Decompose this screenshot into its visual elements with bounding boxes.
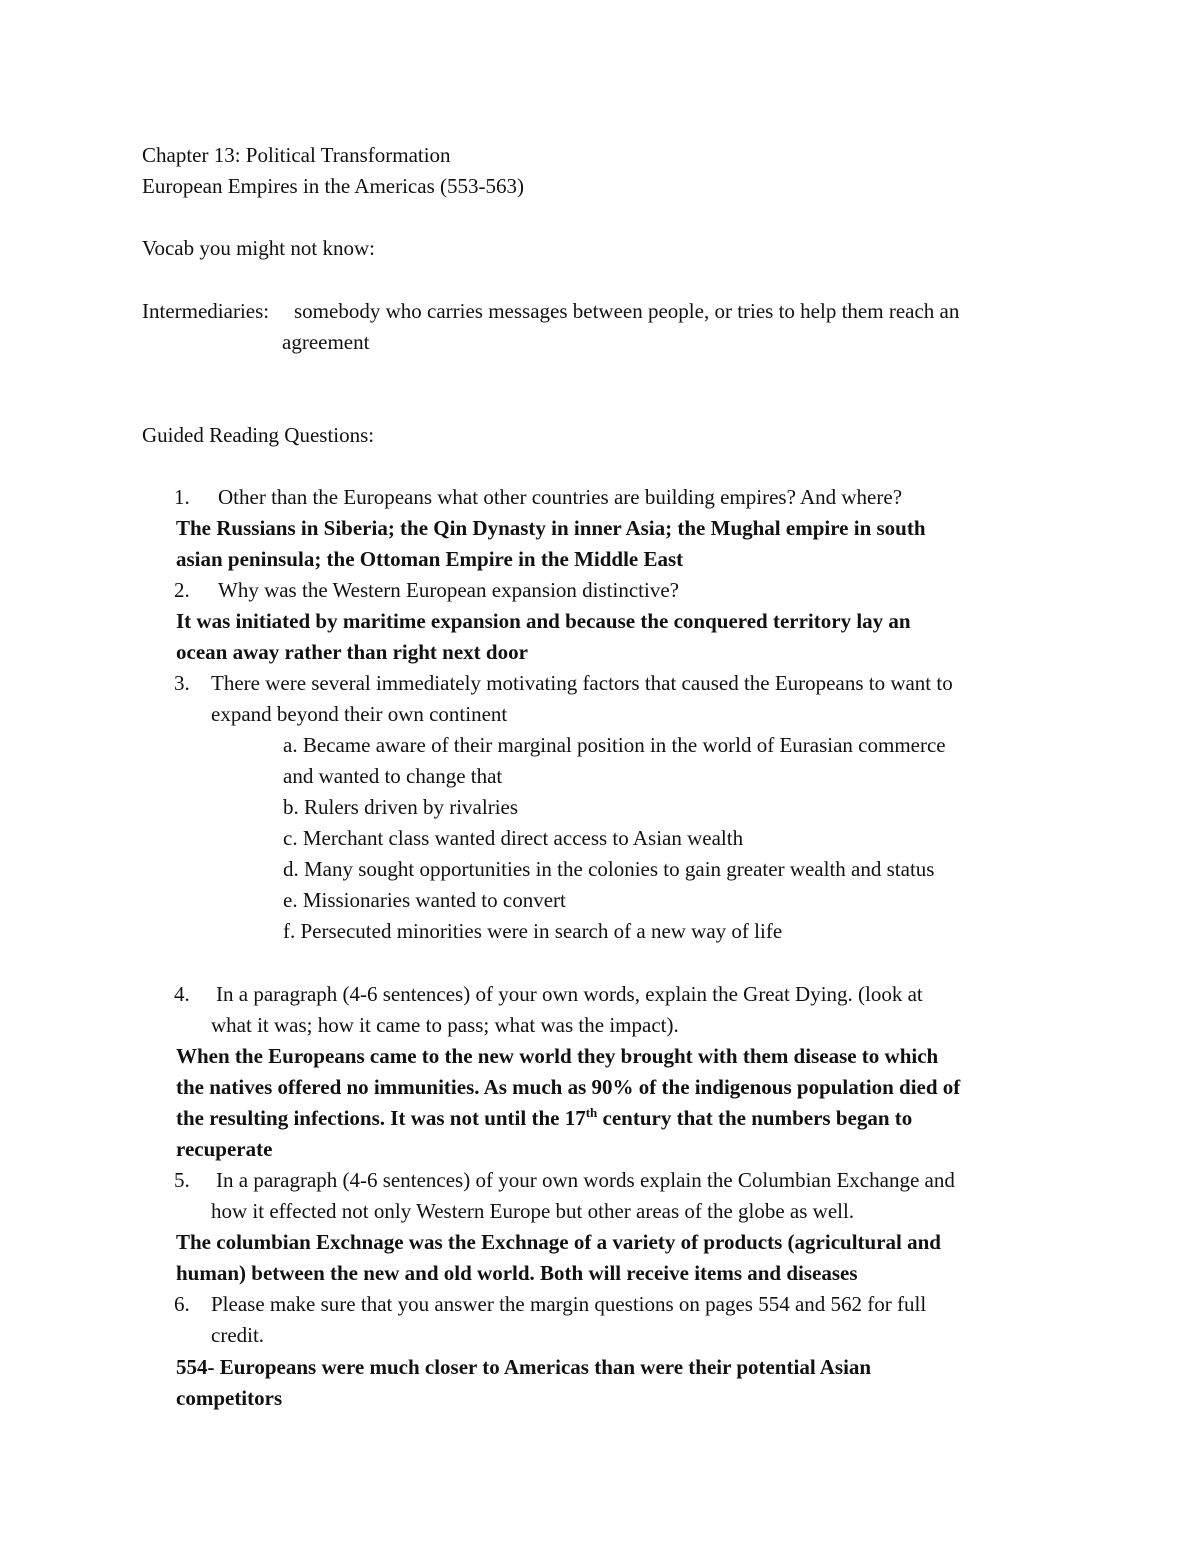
answer-text — [176, 1103, 912, 1134]
guided-heading: Guided Reading Questions: — [142, 423, 375, 447]
question-text: Other than the Europeans what other countries are building empires? And where? — [218, 485, 903, 509]
vocab-definition-line2: agreement — [282, 330, 370, 354]
question-text: Please make sure that you answer the margin questions on pages 554 and 562 for full — [211, 1292, 927, 1316]
answer-text: 554- Europeans were much closer to Americas than were their potential Asian — [176, 1355, 872, 1379]
sub-item: and wanted to change that — [283, 764, 503, 788]
chapter-title: Chapter 13: Political Transformation — [142, 143, 451, 167]
question-text: There were several immediately motivating factors that caused the Europeans to want to — [211, 671, 953, 695]
question-text: In a paragraph (4-6 sentences) of your own words, explain the Great Dying. (look at — [216, 982, 923, 1006]
sub-item: a. Became aware of their marginal position in the world of Eurasian commerce — [283, 733, 946, 757]
sub-item: d. Many sought opportunities in the colonies to gain greater wealth and status — [283, 857, 935, 881]
question-text: expand beyond their own continent — [211, 702, 508, 726]
answer-text-part: the resulting infections. It was not until the 17 — [176, 1106, 586, 1130]
question-number: 2. — [174, 578, 190, 602]
question-number: 4. — [174, 982, 190, 1006]
answer-text: When the Europeans came to the new world they brought with them disease to which — [176, 1044, 939, 1068]
sub-item: e. Missionaries wanted to convert — [283, 888, 566, 912]
sub-item: b. Rulers driven by rivalries — [283, 795, 519, 819]
answer-text: recuperate — [176, 1137, 273, 1161]
answer-text: ocean away rather than right next door — [176, 640, 528, 664]
question-text: how it effected not only Western Europe but other areas of the globe as well. — [211, 1199, 855, 1223]
answer-text: It was initiated by maritime expansion and because the conquered territory lay an — [176, 609, 911, 633]
sub-item: f. Persecuted minorities were in search of a new way of life — [283, 919, 783, 943]
question-number: 5. — [174, 1168, 190, 1192]
vocab-heading: Vocab you might not know: — [142, 236, 375, 260]
question-text: credit. — [211, 1323, 265, 1347]
question-text: In a paragraph (4-6 sentences) of your own words explain the Columbian Exchange and — [216, 1168, 955, 1192]
sub-item: c. Merchant class wanted direct access to Asian wealth — [283, 826, 744, 850]
ordinal-superscript: th — [585, 1105, 598, 1120]
vocab-term — [142, 296, 269, 327]
answer-text-part: century that the numbers began to — [597, 1106, 913, 1130]
answer-text: asian peninsula; the Ottoman Empire in the Middle East — [176, 547, 684, 571]
answer-text: competitors — [176, 1386, 283, 1410]
vocab-term-label: Intermediaries: — [142, 299, 270, 323]
question-number: 3. — [174, 671, 190, 695]
section-title: European Empires in the Americas (553-563) — [142, 174, 524, 198]
answer-text: human) between the new and old world. Both will receive items and diseases — [176, 1261, 858, 1285]
vocab-definition-line1: somebody who carries messages between people, or tries to help them reach an — [294, 299, 960, 323]
question-number: 1. — [174, 485, 190, 509]
answer-text: The Russians in Siberia; the Qin Dynasty in inner Asia; the Mughal empire in south — [176, 516, 926, 540]
answer-text: The columbian Exchnage was the Exchnage of a variety of products (agricultural and — [176, 1230, 941, 1254]
question-number: 6. — [174, 1292, 190, 1316]
question-text: what it was; how it came to pass; what was the impact). — [211, 1013, 679, 1037]
answer-text: the natives offered no immunities. As much as 90% of the indigenous population died of — [176, 1075, 961, 1099]
question-text: Why was the Western European expansion distinctive? — [218, 578, 679, 602]
